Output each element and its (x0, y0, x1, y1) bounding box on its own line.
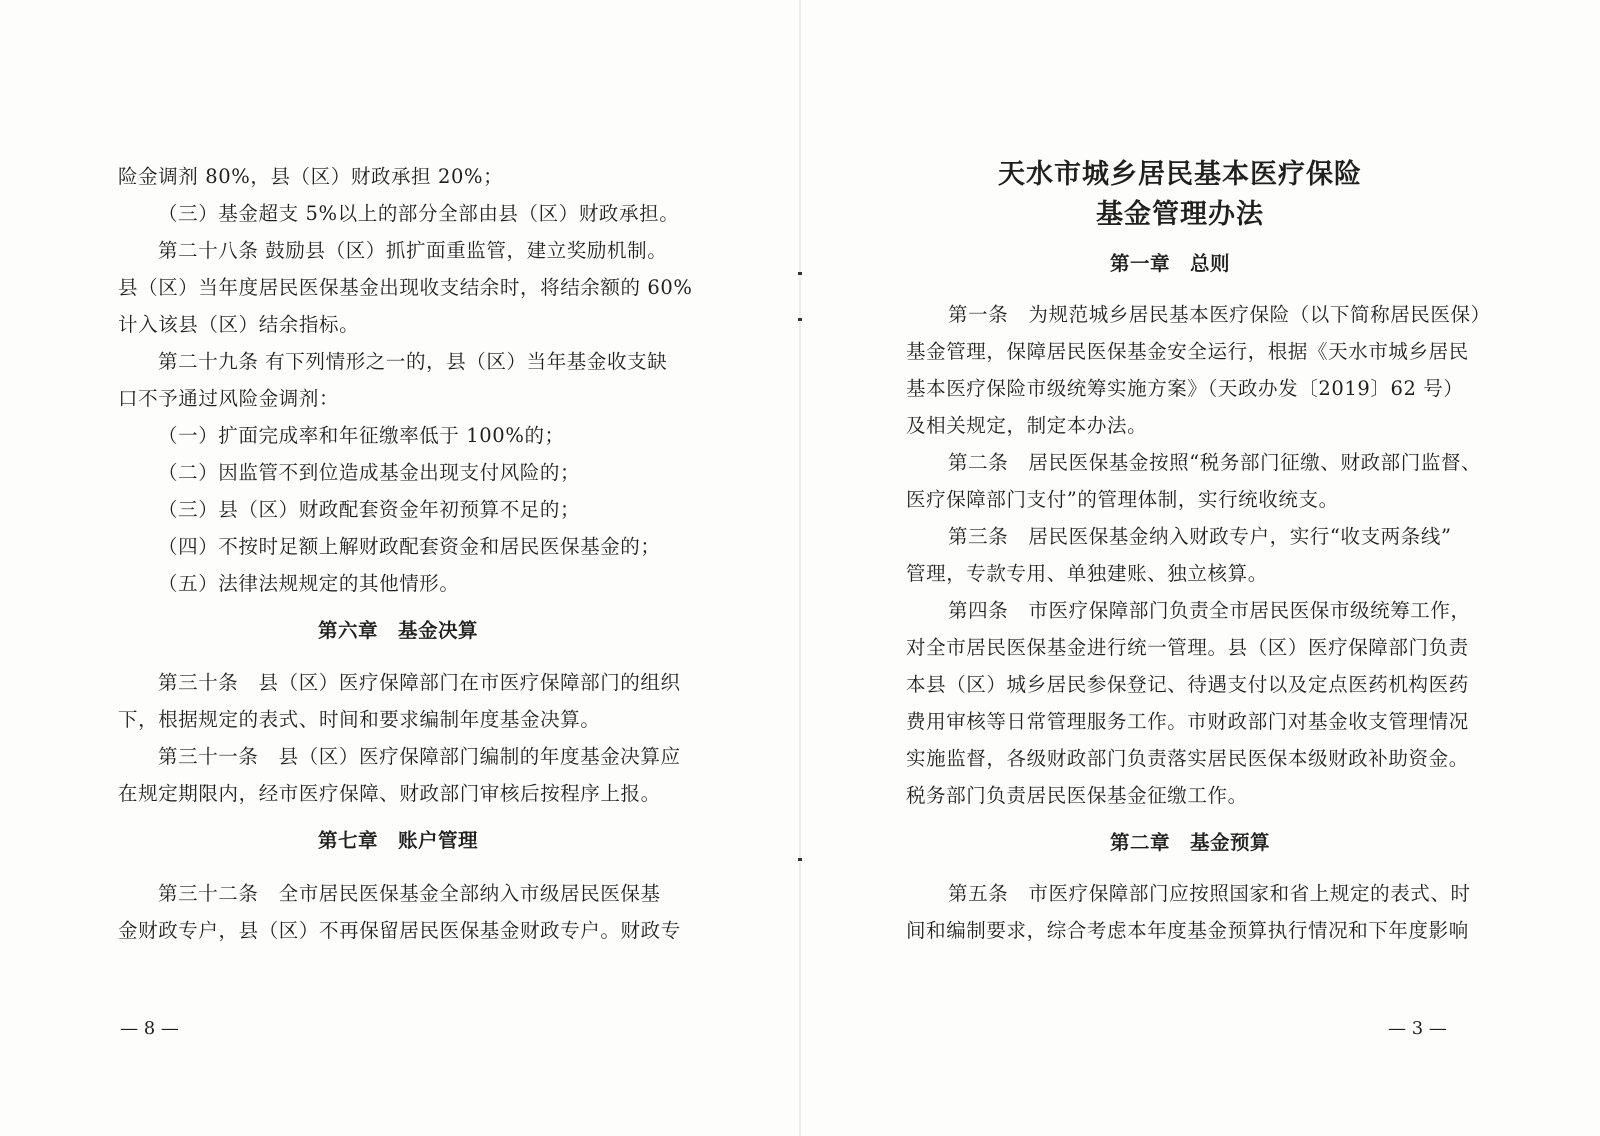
page-number: — 3 — (1388, 1018, 1447, 1039)
body-line: （一）扩面完成率和年征缴率低于 100%的； (158, 424, 565, 447)
right-page (800, 0, 1600, 1136)
body-line: 计入该县（区）结余指标。 (118, 313, 360, 336)
body-line: 管理，专款专用、单独建账、独立核算。 (906, 562, 1268, 585)
body-line: 县（区）当年度居民医保基金出现收支结余时，将结余额的 60% (118, 276, 693, 299)
body-line: 基本医疗保险市级统筹实施方案》（天政办发〔2019〕62 号） (906, 377, 1464, 400)
body-line: 险金调剂 80%，县（区）财政承担 20%； (118, 165, 504, 188)
body-line: 费用审核等日常管理服务工作。市财政部门对基金收支管理情况 (906, 710, 1469, 733)
body-line: （五）法律法规规定的其他情形。 (158, 572, 460, 595)
body-line: 对全市居民医保基金进行统一管理。县（区）医疗保障部门负责 (906, 636, 1469, 659)
body-line: 口不予通过风险金调剂： (118, 387, 340, 410)
body-line: 第四条 市医疗保障部门负责全市居民医保市级统筹工作， (948, 599, 1471, 622)
body-line: 第五条 市医疗保障部门应按照国家和省上规定的表式、时 (948, 882, 1471, 905)
body-line: （三）基金超支 5%以上的部分全部由县（区）财政承担。 (158, 202, 680, 225)
body-line: 下，根据规定的表式、时间和要求编制年度基金决算。 (118, 708, 601, 731)
body-line: 医疗保障部门支付”的管理体制，实行统收统支。 (906, 488, 1339, 511)
body-line: 第三条 居民医保基金纳入财政专户，实行“收支两条线” (948, 525, 1452, 548)
page-number: — 8 — (120, 1018, 179, 1039)
body-line: 第三十二条 全市居民医保基金全部纳入市级居民医保基 (158, 882, 661, 905)
body-line: （四）不按时足额上解财政配套资金和居民医保基金的； (158, 535, 661, 558)
body-line: 实施监督，各级财政部门负责落实居民医保本级财政补助资金。 (906, 747, 1469, 770)
document-title: 天水市城乡居民基本医疗保险 (998, 159, 1362, 190)
body-line: 税务部门负责居民医保基金征缴工作。 (906, 784, 1248, 807)
body-line: 第三十一条 县（区）医疗保障部门编制的年度基金决算应 (158, 745, 681, 768)
body-line: 第二十八条 鼓励县（区）抓扩面重监管，建立奖励机制。 (158, 239, 668, 262)
body-line: 基金管理，保障居民医保基金安全运行，根据《天水市城乡居民 (906, 340, 1469, 363)
body-line: 第一条 为规范城乡居民基本医疗保险（以下简称居民医保） (948, 303, 1491, 326)
body-line: 第二条 居民医保基金按照“税务部门征缴、财政部门监督、 (948, 451, 1482, 474)
chapter-heading: 第一章 总则 (1110, 252, 1231, 275)
chapter-heading: 第七章 账户管理 (318, 829, 479, 852)
body-line: 金财政专户，县（区）不再保留居民医保基金财政专户。财政专 (118, 919, 681, 942)
body-line: 本县（区）城乡居民参保登记、待遇支付以及定点医药机构医药 (906, 673, 1469, 696)
body-line: 间和编制要求，综合考虑本年度基金预算执行情况和下年度影响 (906, 919, 1469, 942)
document-title-line2: 基金管理办法 (1096, 199, 1264, 230)
body-line: （二）因监管不到位造成基金出现支付风险的； (158, 461, 581, 484)
body-line: 第三十条 县（区）医疗保障部门在市医疗保障部门的组织 (158, 671, 681, 694)
body-line: 及相关规定，制定本办法。 (906, 414, 1148, 437)
body-line: 第二十九条 有下列情形之一的，县（区）当年基金收支缺 (158, 350, 668, 373)
chapter-heading: 第六章 基金决算 (318, 619, 479, 642)
body-line: 在规定期限内，经市医疗保障、财政部门审核后按程序上报。 (118, 782, 661, 805)
chapter-heading: 第二章 基金预算 (1110, 831, 1271, 854)
body-line: （三）县（区）财政配套资金年初预算不足的； (158, 498, 581, 521)
